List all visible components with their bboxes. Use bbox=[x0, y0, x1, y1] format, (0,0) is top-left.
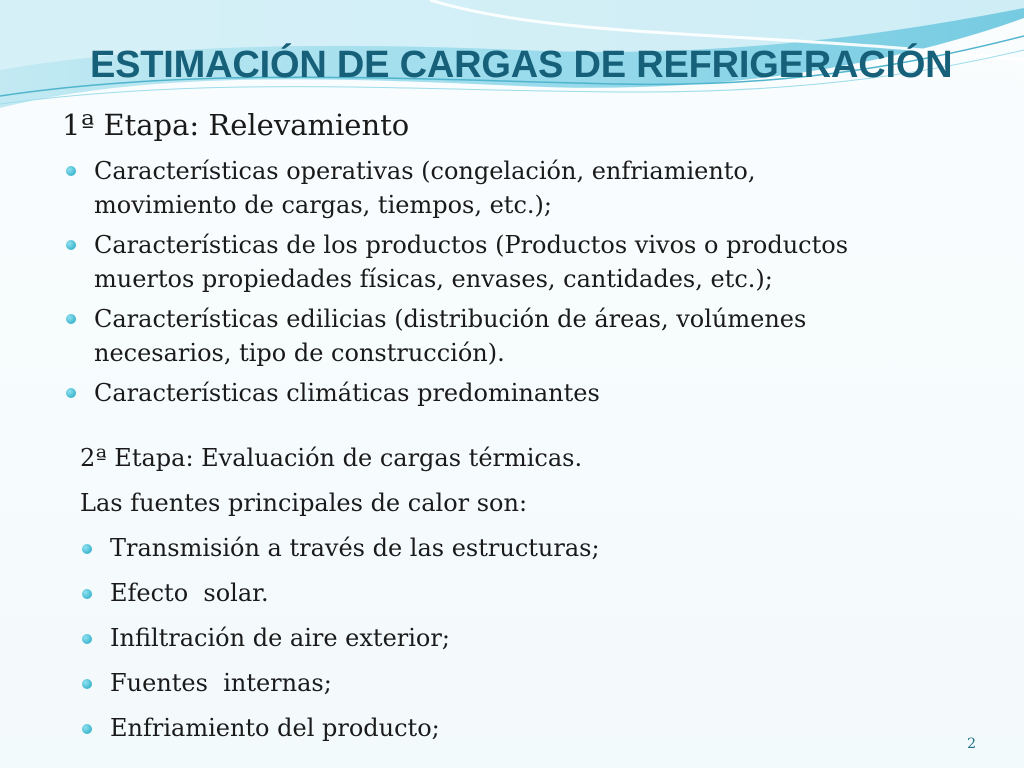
list-item bbox=[62, 228, 942, 296]
slide-title: ESTIMACIÓN DE CARGAS DE REFRIGERACIÓN bbox=[90, 44, 953, 86]
list-item-line: Características edilicias (distribución de áreas, volúmenes bbox=[94, 305, 807, 333]
list-item bbox=[62, 302, 942, 370]
list-item-text: Enfriamiento del producto; bbox=[110, 714, 440, 742]
bullet-icon bbox=[66, 314, 76, 324]
list-item bbox=[80, 571, 940, 616]
bullet-icon bbox=[66, 388, 76, 398]
list-item-text: Fuentes internas; bbox=[110, 669, 332, 697]
list-item-line: Características de los productos (Productos vivos o productos bbox=[94, 231, 849, 259]
list-item bbox=[80, 706, 940, 751]
bullet-icon bbox=[66, 240, 76, 250]
stage2-section bbox=[80, 436, 940, 751]
list-item-text: Transmisión a través de las estructuras; bbox=[110, 534, 600, 562]
bullet-icon bbox=[82, 634, 92, 644]
bullet-icon bbox=[66, 166, 76, 176]
list-item bbox=[62, 376, 942, 410]
list-item bbox=[62, 154, 942, 222]
list-item-text: Infiltración de aire exterior; bbox=[110, 624, 450, 652]
list-item-line: Características climáticas predominantes bbox=[94, 379, 600, 407]
list-item-line: Características operativas (congelación, enfriamiento, bbox=[94, 157, 756, 185]
list-item-text: Efecto solar. bbox=[110, 579, 269, 607]
list-item-line: movimiento de cargas, tiempos, etc.); bbox=[94, 191, 552, 219]
bullet-icon bbox=[82, 544, 92, 554]
bullet-icon bbox=[82, 589, 92, 599]
bullet-icon bbox=[82, 724, 92, 734]
stage2-heading: 2ª Etapa: Evaluación de cargas térmicas. bbox=[80, 444, 583, 472]
list-item bbox=[80, 616, 940, 661]
stage2-intro: Las fuentes principales de calor son: bbox=[80, 489, 528, 517]
bullet-icon bbox=[82, 679, 92, 689]
list-item bbox=[80, 661, 940, 706]
list-item-line: necesarios, tipo de construcción). bbox=[94, 339, 505, 367]
list-item bbox=[80, 526, 940, 571]
stage1-heading: 1ª Etapa: Relevamiento bbox=[62, 108, 410, 142]
page-number: 2 bbox=[967, 736, 976, 752]
stage1-list bbox=[62, 154, 942, 416]
list-item-line: muertos propiedades físicas, envases, cantidades, etc.); bbox=[94, 265, 773, 293]
